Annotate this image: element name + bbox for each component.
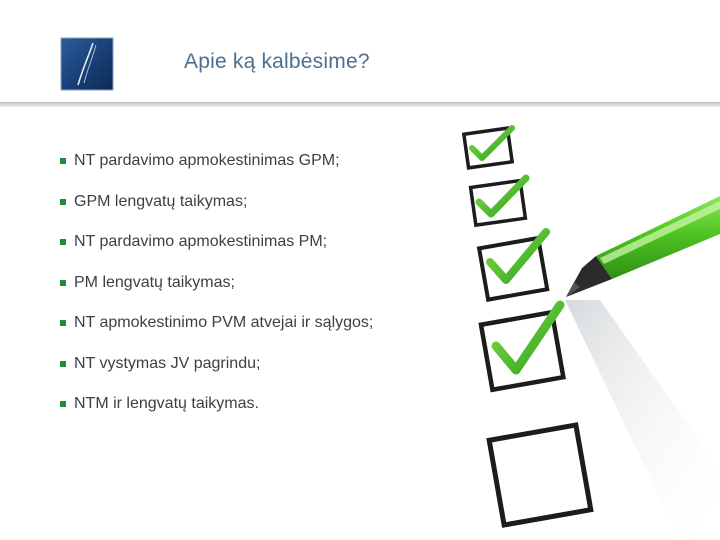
- bullet-icon: [60, 239, 66, 245]
- bullet-text: NTM ir lengvatų taikymas.: [74, 395, 259, 412]
- bullet-text: NT pardavimo apmokestinimas PM;: [74, 233, 328, 250]
- checklist-pen-illustration: [420, 105, 720, 540]
- bullet-icon: [60, 401, 66, 407]
- bullet-text: NT pardavimo apmokestinimas GPM;: [74, 152, 340, 169]
- list-item: [60, 274, 373, 315]
- bullet-text: NT apmokestinimo PVM atvejai ir sąlygos;: [74, 314, 374, 331]
- list-item: [60, 355, 373, 396]
- bullet-icon: [60, 361, 66, 367]
- bullet-text: NT vystymas JV pagrindu;: [74, 354, 261, 372]
- list-item: [60, 233, 373, 274]
- list-item: [60, 152, 373, 193]
- company-logo-icon: [60, 37, 114, 91]
- list-item: [60, 314, 373, 355]
- bullet-list: [60, 152, 373, 436]
- bullet-text: GPM lengvatų taikymas;: [74, 192, 248, 210]
- bullet-text: PM lengvatų taikymas;: [74, 273, 235, 291]
- pen-icon: [566, 196, 720, 297]
- bullet-icon: [60, 320, 66, 326]
- slide-title: Apie ką kalbėsime?: [184, 50, 370, 73]
- list-item: [60, 193, 373, 234]
- list-item: [60, 395, 373, 436]
- bullet-icon: [60, 199, 66, 205]
- bullet-icon: [60, 280, 66, 286]
- bullet-icon: [60, 158, 66, 164]
- checkbox-empty: [489, 425, 591, 525]
